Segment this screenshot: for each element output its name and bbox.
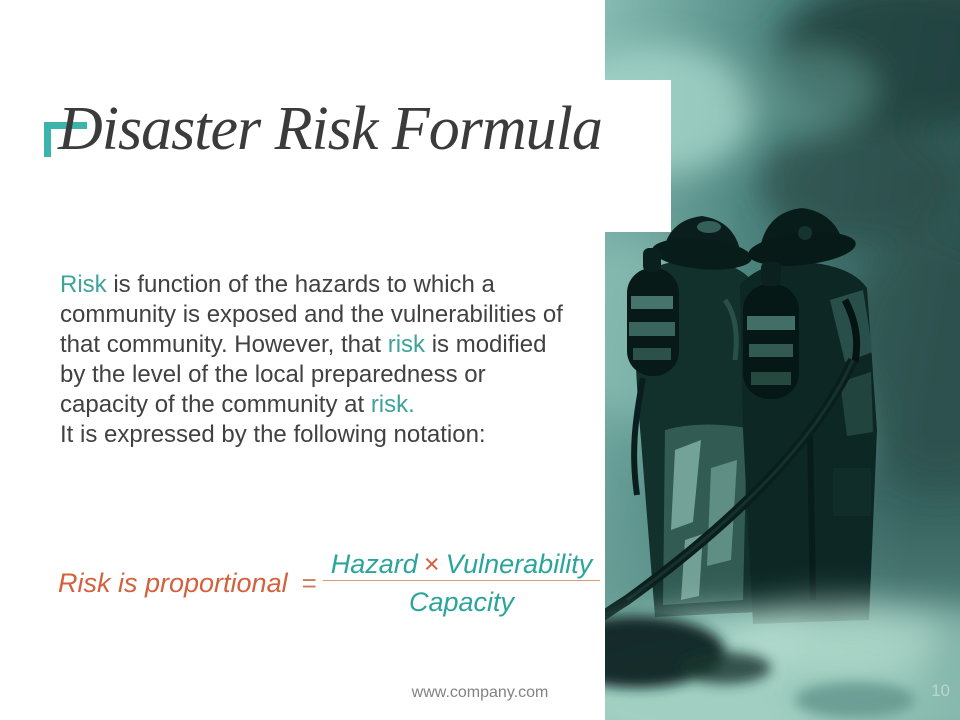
vulnerability-term: Vulnerability xyxy=(445,548,593,579)
hazard-term: Hazard xyxy=(330,548,418,579)
risk-formula xyxy=(58,540,618,626)
equals-sign: = xyxy=(301,567,317,598)
notation-intro-line: It is expressed by the following notation: xyxy=(60,421,486,448)
risk-accent-word-2: risk xyxy=(387,331,426,358)
footer-url: www.company.com xyxy=(411,684,549,701)
page-title: Disaster Risk Formula xyxy=(58,95,602,163)
body-segment: is modified by the level of the local preparedness or capacity of the community at xyxy=(60,331,547,418)
formula-fraction xyxy=(323,549,600,618)
page-number: 10 xyxy=(931,681,950,700)
formula-lhs: Risk is proportional xyxy=(58,567,288,598)
capacity-term: Capacity xyxy=(323,580,600,618)
multiply-sign: × xyxy=(423,548,440,579)
body-segment: is function of the hazards to which a community is exposed and the vulnerabilities of that community. However, that xyxy=(60,271,563,358)
title-block xyxy=(0,80,671,232)
body-text xyxy=(60,270,572,450)
risk-accent-word-3: risk. xyxy=(370,391,415,418)
risk-definition-paragraph xyxy=(60,270,572,420)
risk-accent-word-1: Risk xyxy=(60,271,107,298)
formula-numerator xyxy=(323,549,600,586)
